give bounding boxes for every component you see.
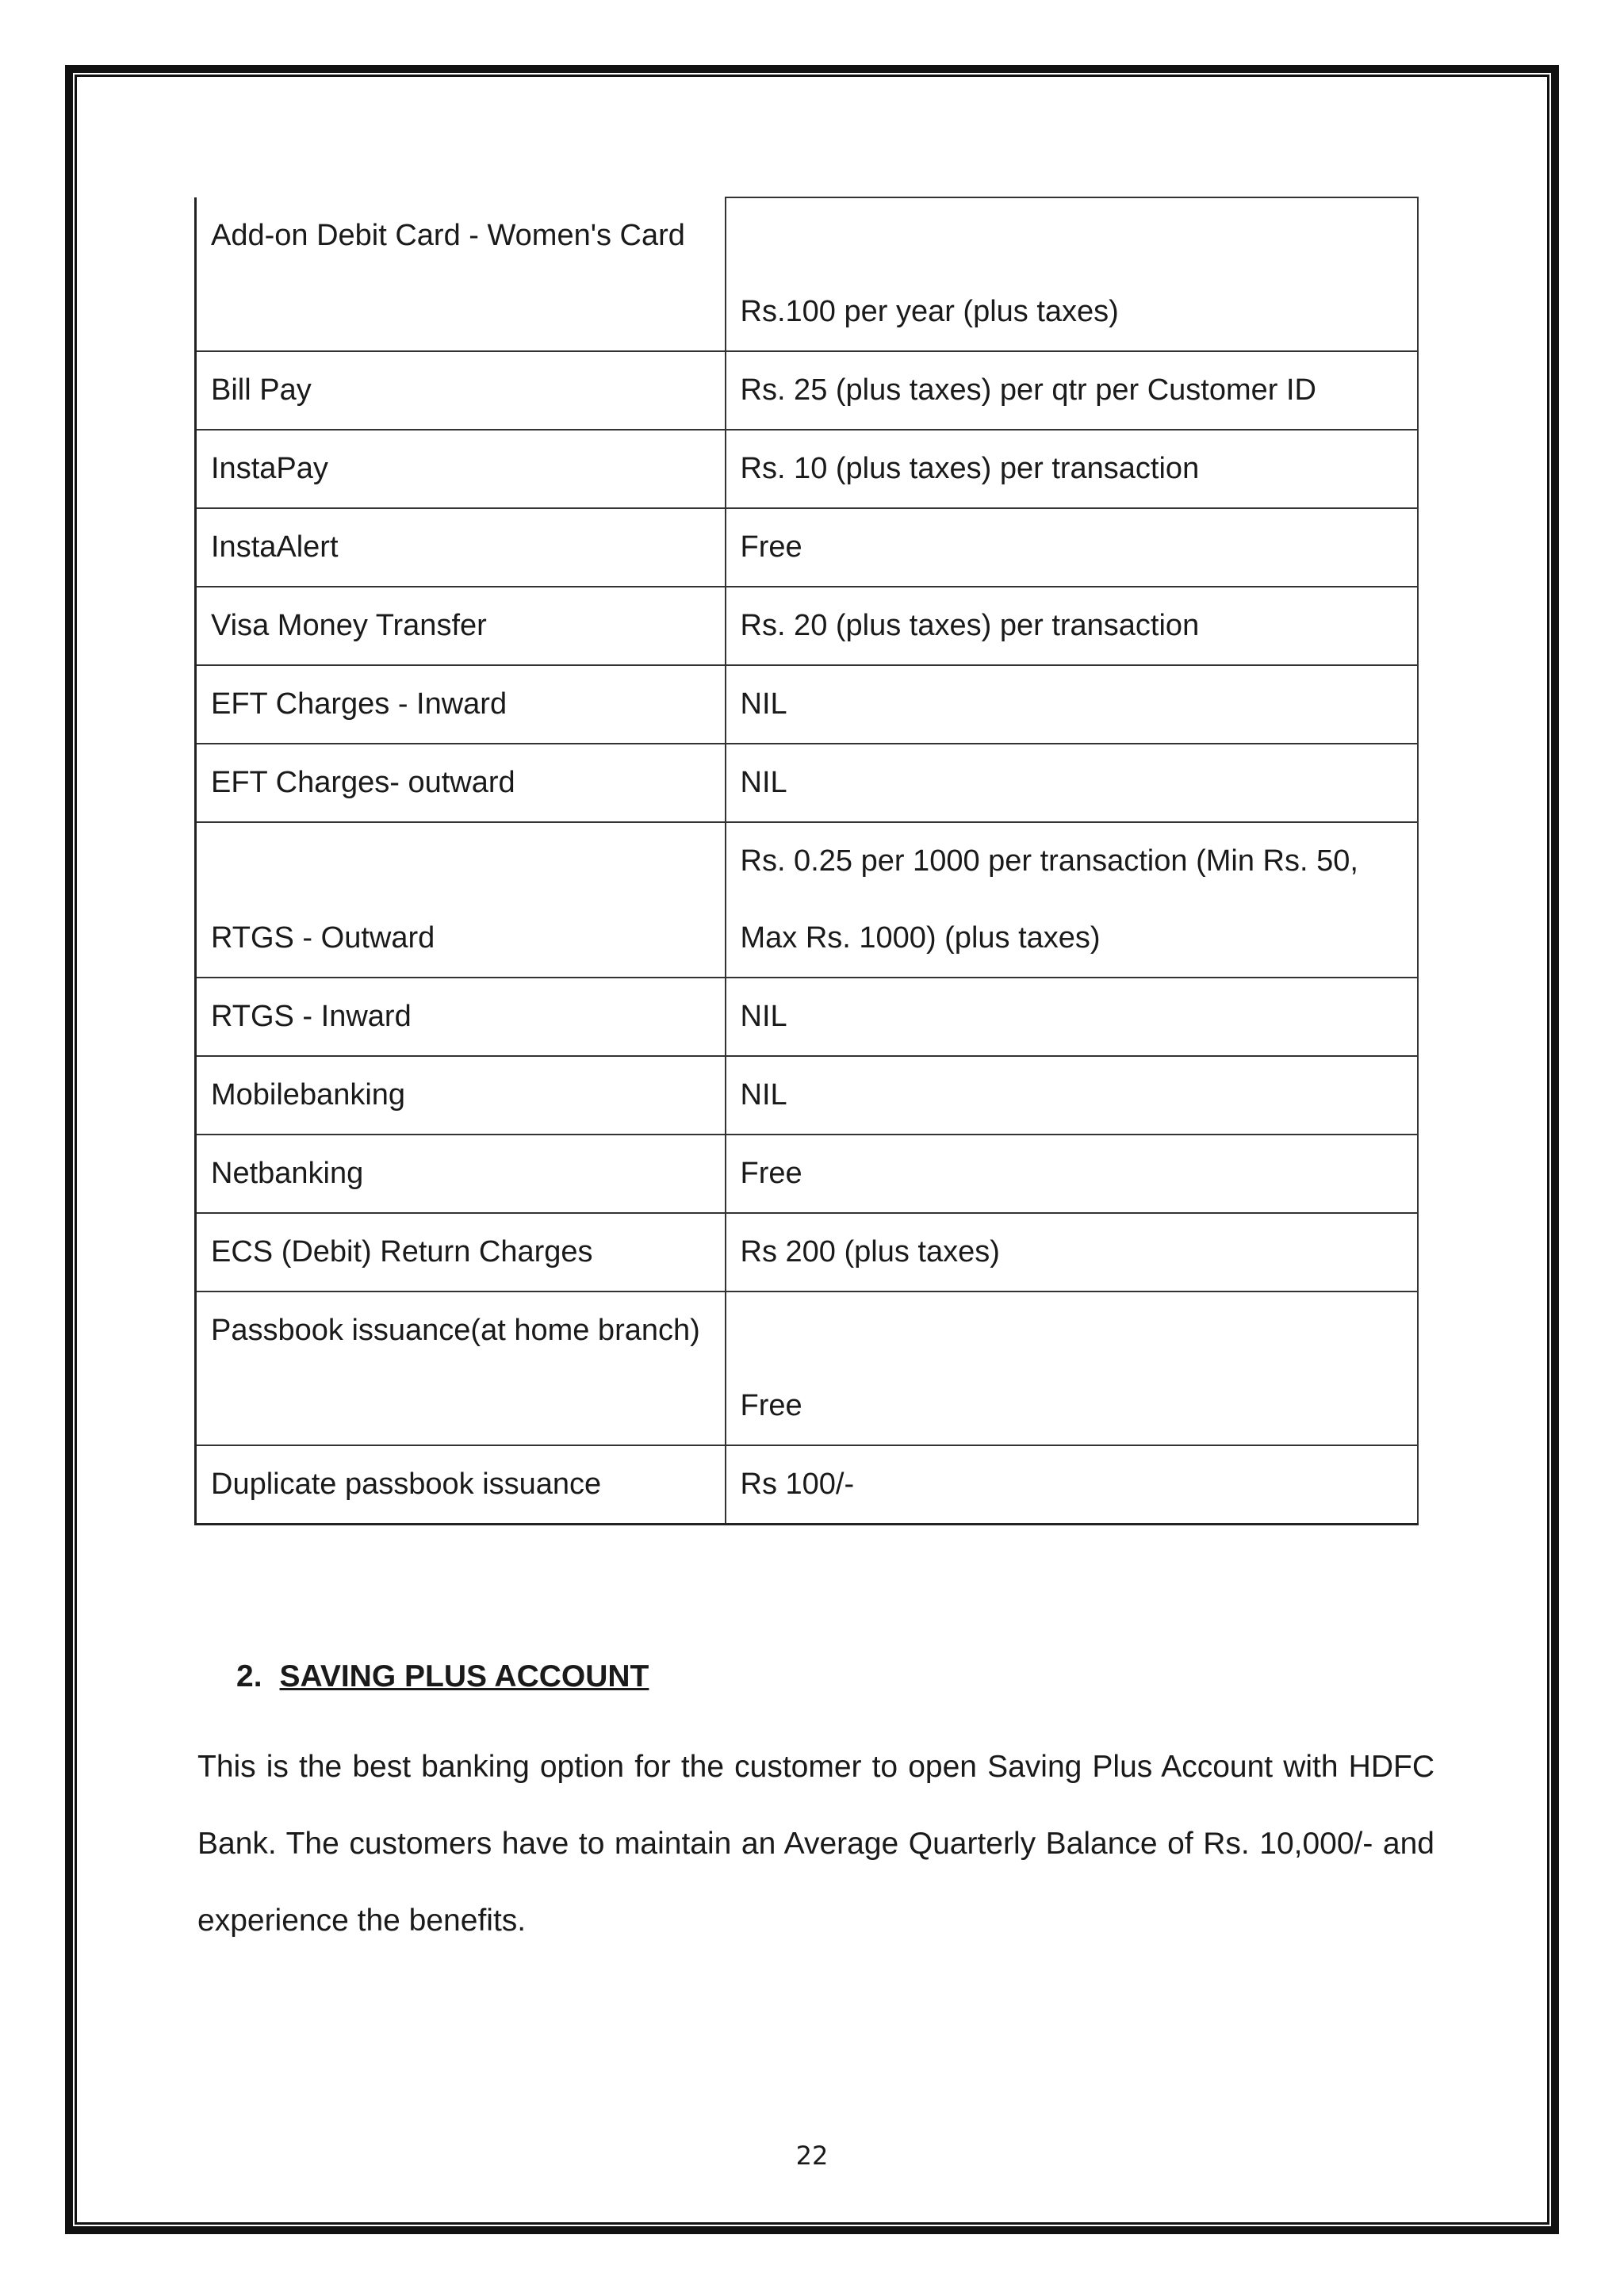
charge-cell: Rs. 20 (plus taxes) per transaction [726, 587, 1419, 665]
service-cell: EFT Charges- outward [196, 744, 726, 822]
section-heading [236, 1653, 649, 1701]
table-row [196, 351, 1419, 430]
service-cell: Mobilebanking [196, 1056, 726, 1135]
charge-cell: Rs. 0.25 per 1000 per transaction (Min Rs. 50, Max Rs. 1000) (plus taxes) [726, 822, 1419, 978]
service-cell: EFT Charges - Inward [196, 665, 726, 744]
section-number: 2. [236, 1659, 262, 1693]
table-row [196, 978, 1419, 1056]
charge-cell: Rs. 25 (plus taxes) per qtr per Customer ID [726, 351, 1419, 430]
charge-cell: Free [726, 1292, 1419, 1445]
service-cell: RTGS - Outward [196, 822, 726, 978]
page-number: 22 [795, 2141, 829, 2171]
charge-cell: NIL [726, 1056, 1419, 1135]
service-cell: Passbook issuance(at home branch) [196, 1292, 726, 1445]
table-row [196, 1292, 1419, 1445]
charge-cell: NIL [726, 744, 1419, 822]
service-cell: InstaAlert [196, 508, 726, 587]
charge-cell: Rs 200 (plus taxes) [726, 1213, 1419, 1292]
table-row [196, 822, 1419, 978]
table-row [196, 665, 1419, 744]
table-row [196, 1213, 1419, 1292]
charge-cell: Rs. 10 (plus taxes) per transaction [726, 430, 1419, 508]
service-cell: Visa Money Transfer [196, 587, 726, 665]
service-cell: Add-on Debit Card - Women's Card [196, 197, 726, 351]
service-cell: Netbanking [196, 1135, 726, 1213]
table-row [196, 1135, 1419, 1213]
table-row [196, 197, 1419, 351]
table-row [196, 508, 1419, 587]
table-row [196, 430, 1419, 508]
charge-cell: NIL [726, 978, 1419, 1056]
charge-cell: Rs 100/- [726, 1445, 1419, 1525]
table-row [196, 1056, 1419, 1135]
service-cell: ECS (Debit) Return Charges [196, 1213, 726, 1292]
service-cell: InstaPay [196, 430, 726, 508]
section-paragraph: This is the best banking option for the customer to open Saving Plus Account with HDFC Bank. The customers have to maintain an Average Quarterly Balance of Rs. 10,000/- and experience the benefits. [197, 1750, 1434, 1938]
charge-cell: NIL [726, 665, 1419, 744]
service-cell: Bill Pay [196, 351, 726, 430]
fee-table [194, 197, 1419, 1525]
charge-cell: Free [726, 508, 1419, 587]
service-cell: RTGS - Inward [196, 978, 726, 1056]
section-title: SAVING PLUS ACCOUNT [279, 1659, 649, 1693]
charge-cell: Free [726, 1135, 1419, 1213]
charge-cell: Rs.100 per year (plus taxes) [726, 197, 1419, 351]
service-cell: Duplicate passbook issuance [196, 1445, 726, 1525]
table-row [196, 744, 1419, 822]
table-row [196, 587, 1419, 665]
table-row [196, 1445, 1419, 1525]
